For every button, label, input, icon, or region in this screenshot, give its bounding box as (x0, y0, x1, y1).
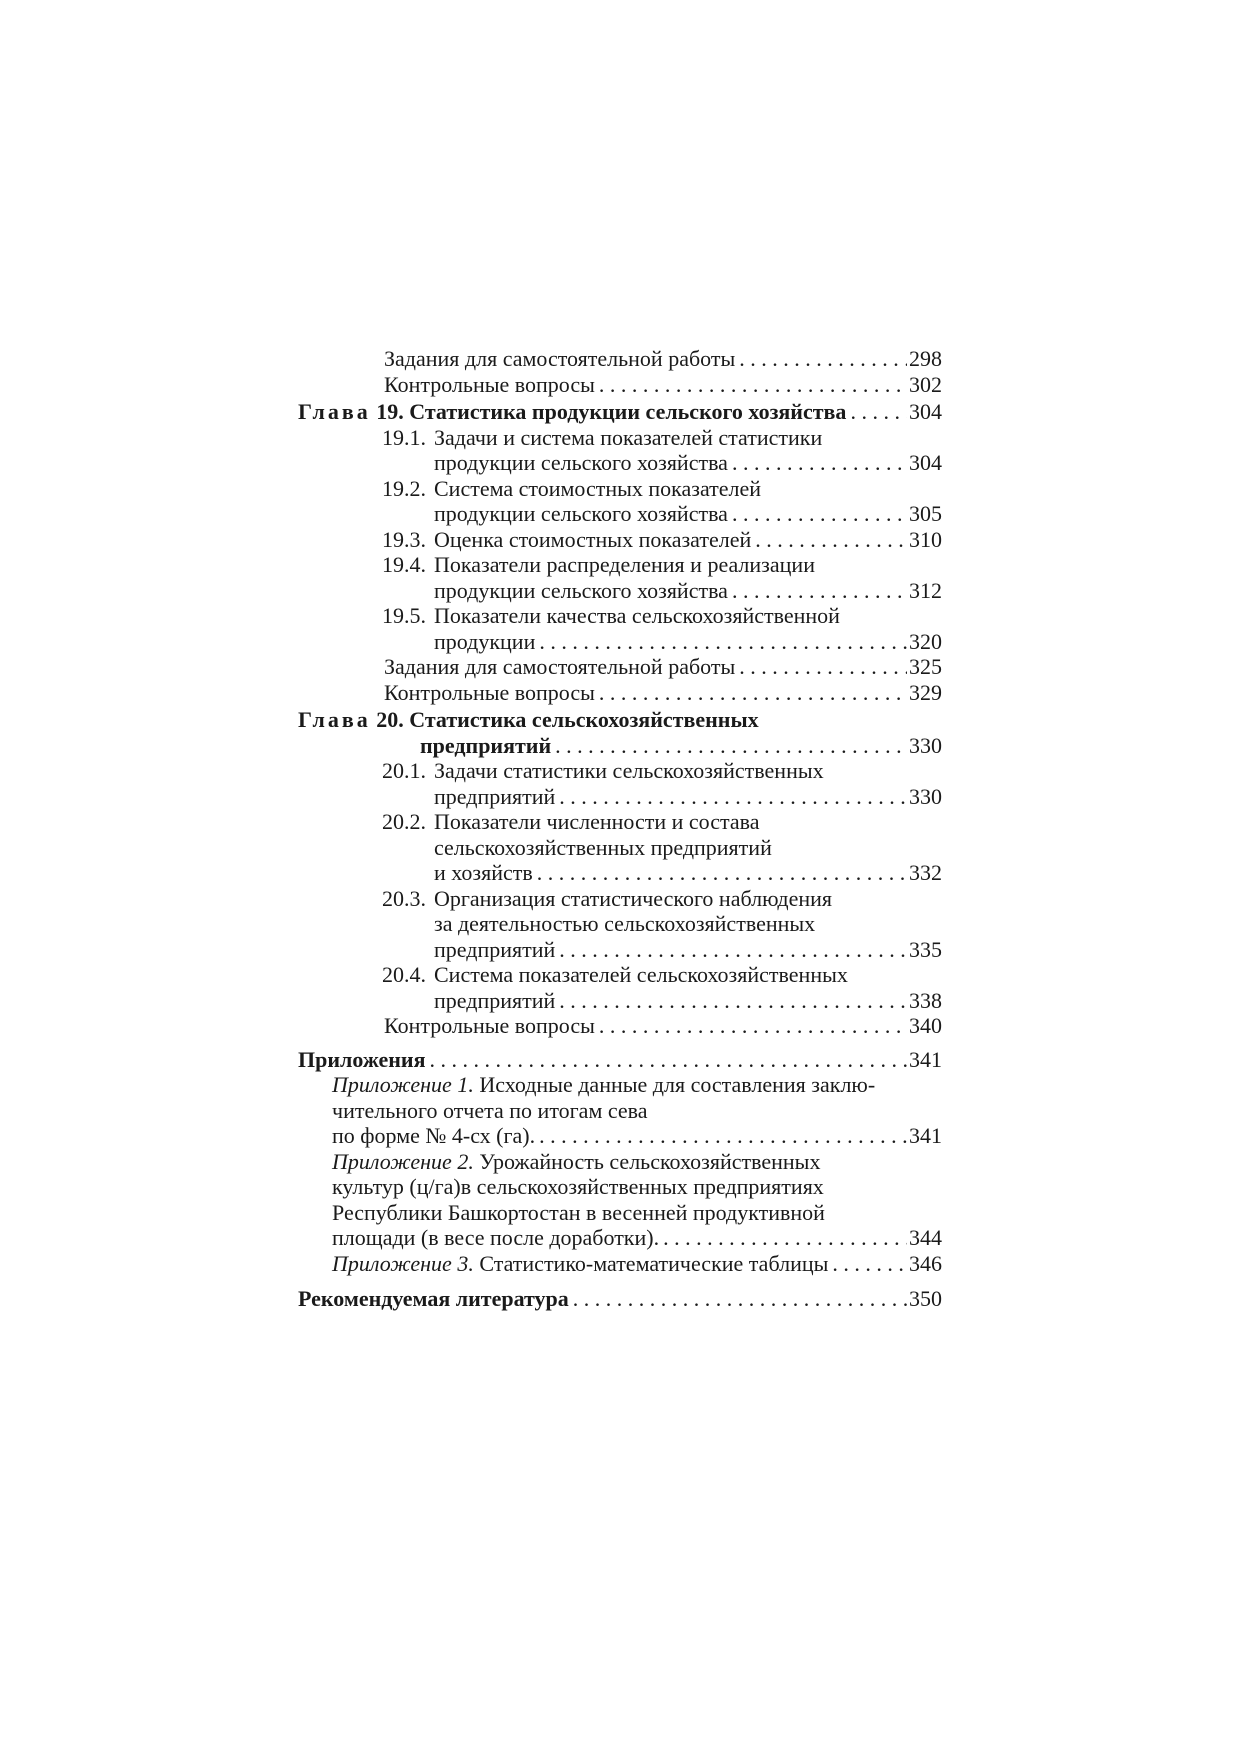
dot-leader (573, 1286, 907, 1312)
page-number: 330 (909, 783, 942, 809)
section-title-line: предприятий (434, 987, 556, 1013)
spacer (298, 1276, 942, 1286)
page-number: 346 (909, 1250, 942, 1276)
section-title-line: продукции (434, 628, 536, 654)
page-number: 325 (909, 654, 942, 679)
toc-appendices[interactable] (298, 1047, 942, 1073)
section-number: 20.3. (382, 885, 426, 911)
literature-title: Рекомендуемая литература (298, 1286, 569, 1311)
dot-leader (739, 346, 907, 372)
appendix-title-line: чительного отчета по итогам сева (332, 1097, 648, 1123)
dot-leader (559, 784, 907, 810)
chapter-title: 20. Статистика сельскохозяйственных (376, 707, 759, 732)
section-title-line: Показатели численности и состава (434, 809, 760, 834)
section-title-line: Показатели распределения и реализации (434, 552, 815, 577)
section-title-line: продукции сельского хозяйства (434, 577, 728, 603)
page-number: 330 (909, 732, 942, 758)
toc-section-19-5[interactable] (382, 603, 942, 654)
section-number: 19.4. (382, 552, 426, 577)
dot-leader (755, 527, 907, 553)
dot-leader (559, 988, 907, 1014)
dot-leader (732, 450, 907, 476)
section-number: 20.4. (382, 962, 426, 987)
dot-leader (539, 629, 907, 655)
section-title-line: Система показателей сельскохозяйственных (434, 962, 848, 987)
page-number: 320 (909, 628, 942, 654)
page-number: 340 (909, 1013, 942, 1038)
dot-leader (430, 1047, 908, 1073)
section-title-line: предприятий (434, 783, 556, 809)
dot-leader (732, 578, 907, 604)
toc-literature[interactable] (298, 1286, 942, 1312)
page-number: 341 (909, 1123, 942, 1148)
page-number: 332 (909, 860, 942, 885)
appendix-title-line: культур (ц/га)в сельскохозяйственных предприятиях (332, 1174, 824, 1199)
dot-leader (663, 1225, 907, 1251)
toc-section-20-1[interactable] (382, 758, 942, 809)
section-title-line: предприятий (434, 936, 556, 962)
section-title-line: Система стоимостных показателей (434, 475, 762, 501)
toc-entry-text: Контрольные вопросы (384, 1013, 595, 1038)
dot-leader (599, 372, 907, 398)
section-title-line: Задачи статистики сельскохозяйственных (434, 758, 824, 783)
section-title-line: Показатели качества сельскохозяйственной (434, 603, 840, 628)
appendix-label: Приложение 2. (332, 1148, 474, 1174)
page-number: 298 (909, 346, 942, 371)
appendix-title-line: площади (в весе после доработки). (332, 1225, 660, 1250)
page-number: 338 (909, 987, 942, 1013)
page-number: 341 (909, 1046, 942, 1072)
toc-entry-ch18-tasks[interactable] (384, 346, 942, 372)
page-number: 310 (909, 526, 942, 552)
toc-entry-ch20-questions[interactable] (384, 1013, 942, 1039)
section-number: 19.5. (382, 603, 426, 628)
dot-leader (739, 654, 907, 680)
section-title-line: продукции сельского хозяйства (434, 501, 728, 526)
appendix-title-line: Урожайность сельскохозяйственных (473, 1148, 821, 1174)
dot-leader (599, 680, 907, 706)
appendix-title-line: по форме № 4-сх (га). (332, 1123, 536, 1148)
toc-entry-text: Контрольные вопросы (384, 371, 595, 397)
appendix-title-line: Статистико-математические таблицы (473, 1250, 829, 1276)
page-number: 329 (909, 679, 942, 705)
spacer (298, 1039, 942, 1047)
dot-leader (732, 501, 907, 527)
appendix-title-line: Республики Башкортостан в весенней продуктивной (332, 1199, 825, 1225)
chapter-title: 19. Статистика продукции сельского хозяйства (376, 399, 847, 424)
appendix-label: Приложение 1. (332, 1072, 474, 1097)
toc-chapter-20[interactable] (298, 707, 942, 758)
section-title-line: Организация статистического наблюдения (434, 885, 833, 911)
page-number: 312 (909, 577, 942, 603)
section-number: 19.1. (382, 424, 426, 450)
toc-chapter-19[interactable] (298, 399, 942, 425)
page-number: 305 (909, 501, 942, 526)
toc-appendix-2[interactable] (332, 1149, 942, 1251)
toc-section-19-1[interactable] (382, 425, 942, 476)
page-number: 304 (909, 399, 942, 424)
page-number: 302 (909, 371, 942, 397)
dot-leader (832, 1251, 907, 1277)
toc-section-19-4[interactable] (382, 552, 942, 603)
page-number: 350 (909, 1286, 942, 1311)
toc-entry-ch18-questions[interactable] (384, 372, 942, 398)
appendix-title-line: Исходные данные для составления заклю- (473, 1072, 876, 1097)
toc-section-19-3[interactable] (382, 527, 942, 553)
section-title-line: за деятельностью сельскохозяйственных (434, 911, 816, 936)
toc-entry-ch19-questions[interactable] (384, 680, 942, 706)
page-number: 304 (909, 450, 942, 475)
section-title-line: сельскохозяйственных предприятий (434, 834, 772, 860)
section-number: 20.1. (382, 758, 426, 783)
toc-section-20-4[interactable] (382, 962, 942, 1013)
section-number: 19.2. (382, 475, 426, 501)
dot-leader (559, 937, 907, 963)
toc-section-20-2[interactable] (382, 809, 942, 886)
chapter-prefix: Глава (298, 707, 371, 732)
toc-entry-text: Задания для самостоятельной работы (384, 654, 736, 679)
table-of-contents (298, 346, 942, 1312)
section-number: 20.2. (382, 809, 426, 834)
page-number: 344 (909, 1225, 942, 1250)
toc-entry-text: Задания для самостоятельной работы (384, 346, 736, 371)
dot-leader (539, 1123, 907, 1149)
section-title-line: Задачи и система показателей статистики (434, 424, 823, 450)
toc-appendix-3[interactable] (332, 1251, 942, 1277)
section-title-line: Оценка стоимостных показателей (434, 526, 752, 552)
dot-leader (555, 733, 907, 759)
dot-leader (537, 860, 907, 886)
toc-entry-ch19-tasks[interactable] (384, 654, 942, 680)
toc-section-20-3[interactable] (382, 886, 942, 963)
page-number: 335 (909, 936, 942, 962)
section-title-line: и хозяйств (434, 860, 533, 885)
section-number: 19.3. (382, 526, 426, 552)
dot-leader (599, 1013, 907, 1039)
chapter-prefix: Глава (298, 399, 371, 424)
section-title-line: продукции сельского хозяйства (434, 450, 728, 475)
appendix-label: Приложение 3. (332, 1250, 474, 1276)
appendices-title: Приложения (298, 1046, 426, 1072)
toc-section-19-2[interactable] (382, 476, 942, 527)
toc-appendix-1[interactable] (332, 1072, 942, 1149)
toc-entry-text: Контрольные вопросы (384, 679, 595, 705)
dot-leader (850, 399, 907, 425)
chapter-title-cont: предприятий (420, 732, 552, 758)
